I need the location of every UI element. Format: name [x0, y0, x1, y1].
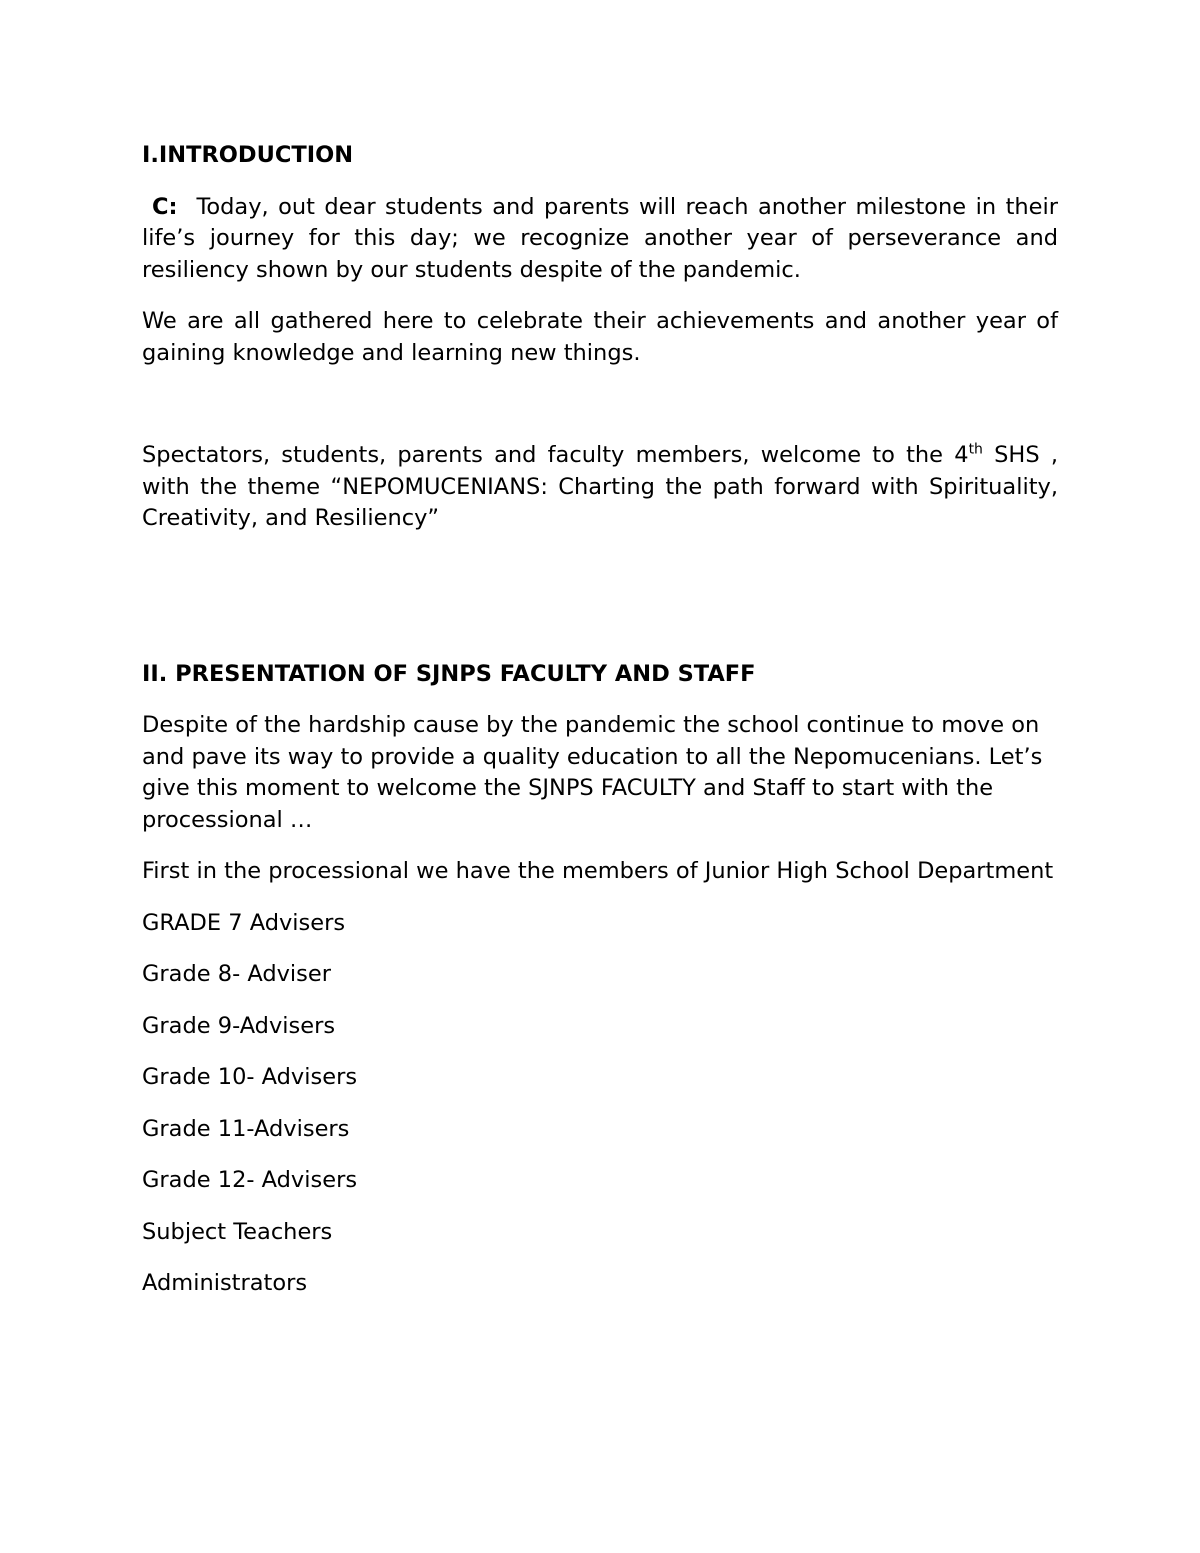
welcome-paragraph: [142, 440, 1058, 535]
welcome-text-end: SHS , with the theme “NEPOMUCENIANS: Charting the path forward with Spirituality, Creativity, and Resiliency”: [142, 442, 1058, 531]
intro-paragraph-text: Today, out dear students and parents will reach another milestone in their life’s journey for this day; we recognize another year of perseverance and resiliency shown by our students despite of the pandemic.: [142, 193, 1058, 283]
gathered-paragraph: We are all gathered here to celebrate their achievements and another year of gaining knowledge and learning new things.: [142, 308, 1058, 366]
processional-list: [142, 908, 1058, 1300]
processional-paragraph: First in the processional we have the members of Junior High School Department: [142, 858, 1054, 884]
section-1-heading: I.INTRODUCTION: [142, 142, 354, 168]
list-item: Grade 10- Advisers: [142, 1064, 358, 1090]
welcome-text-start: Spectators, students, parents and faculty members, welcome to the 4: [142, 442, 969, 468]
ordinal-suffix: th: [968, 441, 983, 458]
list-item: GRADE 7 Advisers: [142, 909, 346, 936]
list-item: Subject Teachers: [142, 1218, 333, 1245]
speaker-label: C:: [152, 193, 178, 220]
document-body: [142, 140, 1058, 1300]
list-item: Grade 9-Advisers: [142, 1012, 336, 1039]
list-item: Grade 11-Advisers: [142, 1115, 350, 1142]
list-item: Grade 12- Advisers: [142, 1167, 358, 1193]
section-2-heading: II. PRESENTATION OF SJNPS FACULTY AND STAFF: [142, 660, 756, 687]
list-item: Grade 8- Adviser: [142, 961, 331, 987]
intro-paragraph: [142, 192, 1058, 287]
hardship-paragraph: Despite of the hardship cause by the pandemic the school continue to move on and pave its way to provide a quality education to all the Nepomucenians. Let’s give this moment to welcome the SJNPS FACULTY and Staff to start with the processional …: [142, 712, 1043, 833]
list-item: Administrators: [142, 1270, 308, 1296]
